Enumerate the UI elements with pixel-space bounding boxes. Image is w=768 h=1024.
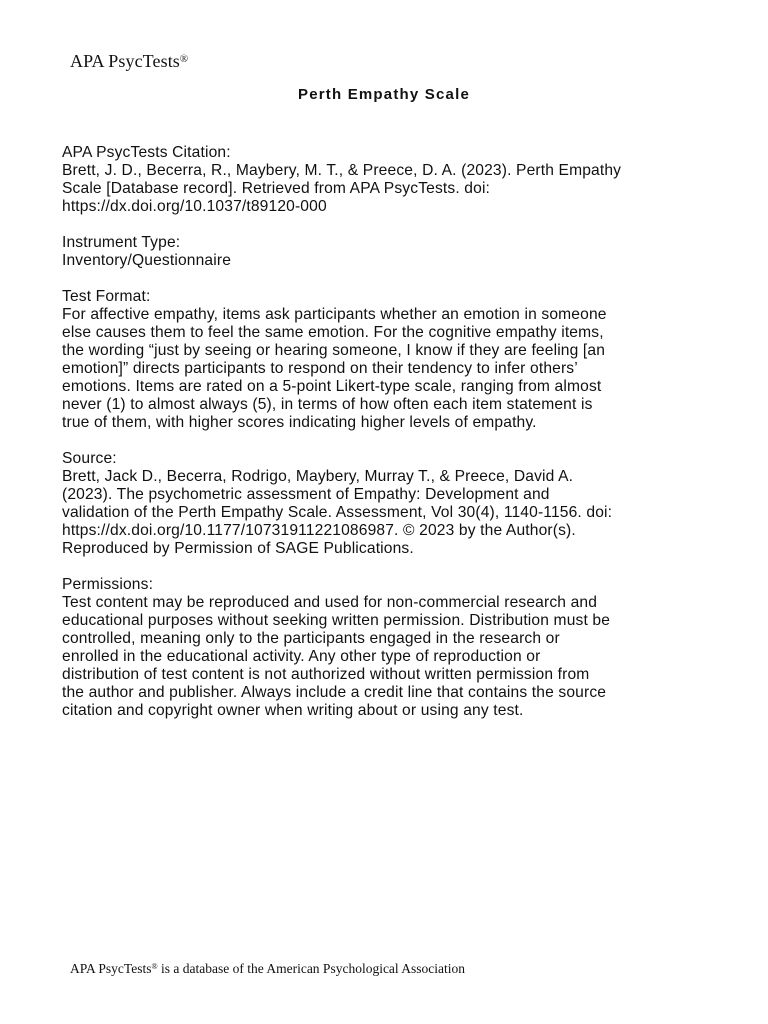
test-format-section <box>62 288 722 432</box>
footer-brand-name: APA PsycTests <box>70 961 152 976</box>
permissions-heading: Permissions: <box>62 576 154 593</box>
document-title: Perth Empathy Scale <box>297 86 471 103</box>
footer-text: is a database of the American Psychological Association <box>157 961 466 976</box>
citation-section <box>62 144 722 216</box>
permissions-section <box>62 576 722 720</box>
brand-name: APA PsycTests <box>70 51 180 71</box>
instrument-type-heading: Instrument Type: <box>62 234 181 251</box>
registered-mark: ® <box>179 52 189 65</box>
source-heading: Source: <box>62 450 117 467</box>
permissions-text: Test content may be reproduced and used for non-commercial research and educational purposes without seeking written permission. Distribution must be controlled, meaning only to the participants engaged in the research or enrolled in the educational activity. Any other type of reproduction or distribution of test content is not authorized without written permission from the author and publisher. Always include a credit line that contains the source citation and copyright owner when writing about or using any test. <box>62 594 611 719</box>
footer-registered-mark: ® <box>151 962 158 972</box>
test-format-heading: Test Format: <box>62 288 151 305</box>
source-section <box>62 450 722 558</box>
footer-note <box>70 960 465 978</box>
source-text: Brett, Jack D., Becerra, Rodrigo, Maybery, Murray T., & Preece, David A. (2023). The psychometric assessment of Empathy: Development and validation of the Perth Empathy Scale. Assessment, Vol 30(4), 1140-1156. doi: https://dx.doi.org/10.1177/10731911221086987. © 2023 by the Author(s). Reproduced by Permission of SAGE Publications. <box>62 468 613 557</box>
document-body <box>62 144 722 738</box>
citation-heading: APA PsycTests Citation: <box>62 144 231 161</box>
citation-text: Brett, J. D., Becerra, R., Maybery, M. T., & Preece, D. A. (2023). Perth Empathy Scale [Database record]. Retrieved from APA PsycTests. doi: https://dx.doi.org/10.1037/t89120-000 <box>62 162 622 215</box>
instrument-type-section <box>62 234 722 270</box>
header-brand-logo <box>70 50 188 72</box>
test-format-text: For affective empathy, items ask participants whether an emotion in someone else causes them to feel the same emotion. For the cognitive empathy items, the wording “just by seeing or hearing someone, I know if they are feeling [an emotion]” directs participants to respond on their tendency to infer others’ emotions. Items are rated on a 5-point Likert-type scale, ranging from almost never (1) to almost always (5), in terms of how often each item statement is true of them, with higher scores indicating higher levels of empathy. <box>62 306 607 431</box>
instrument-type-text: Inventory/Questionnaire <box>62 252 232 269</box>
